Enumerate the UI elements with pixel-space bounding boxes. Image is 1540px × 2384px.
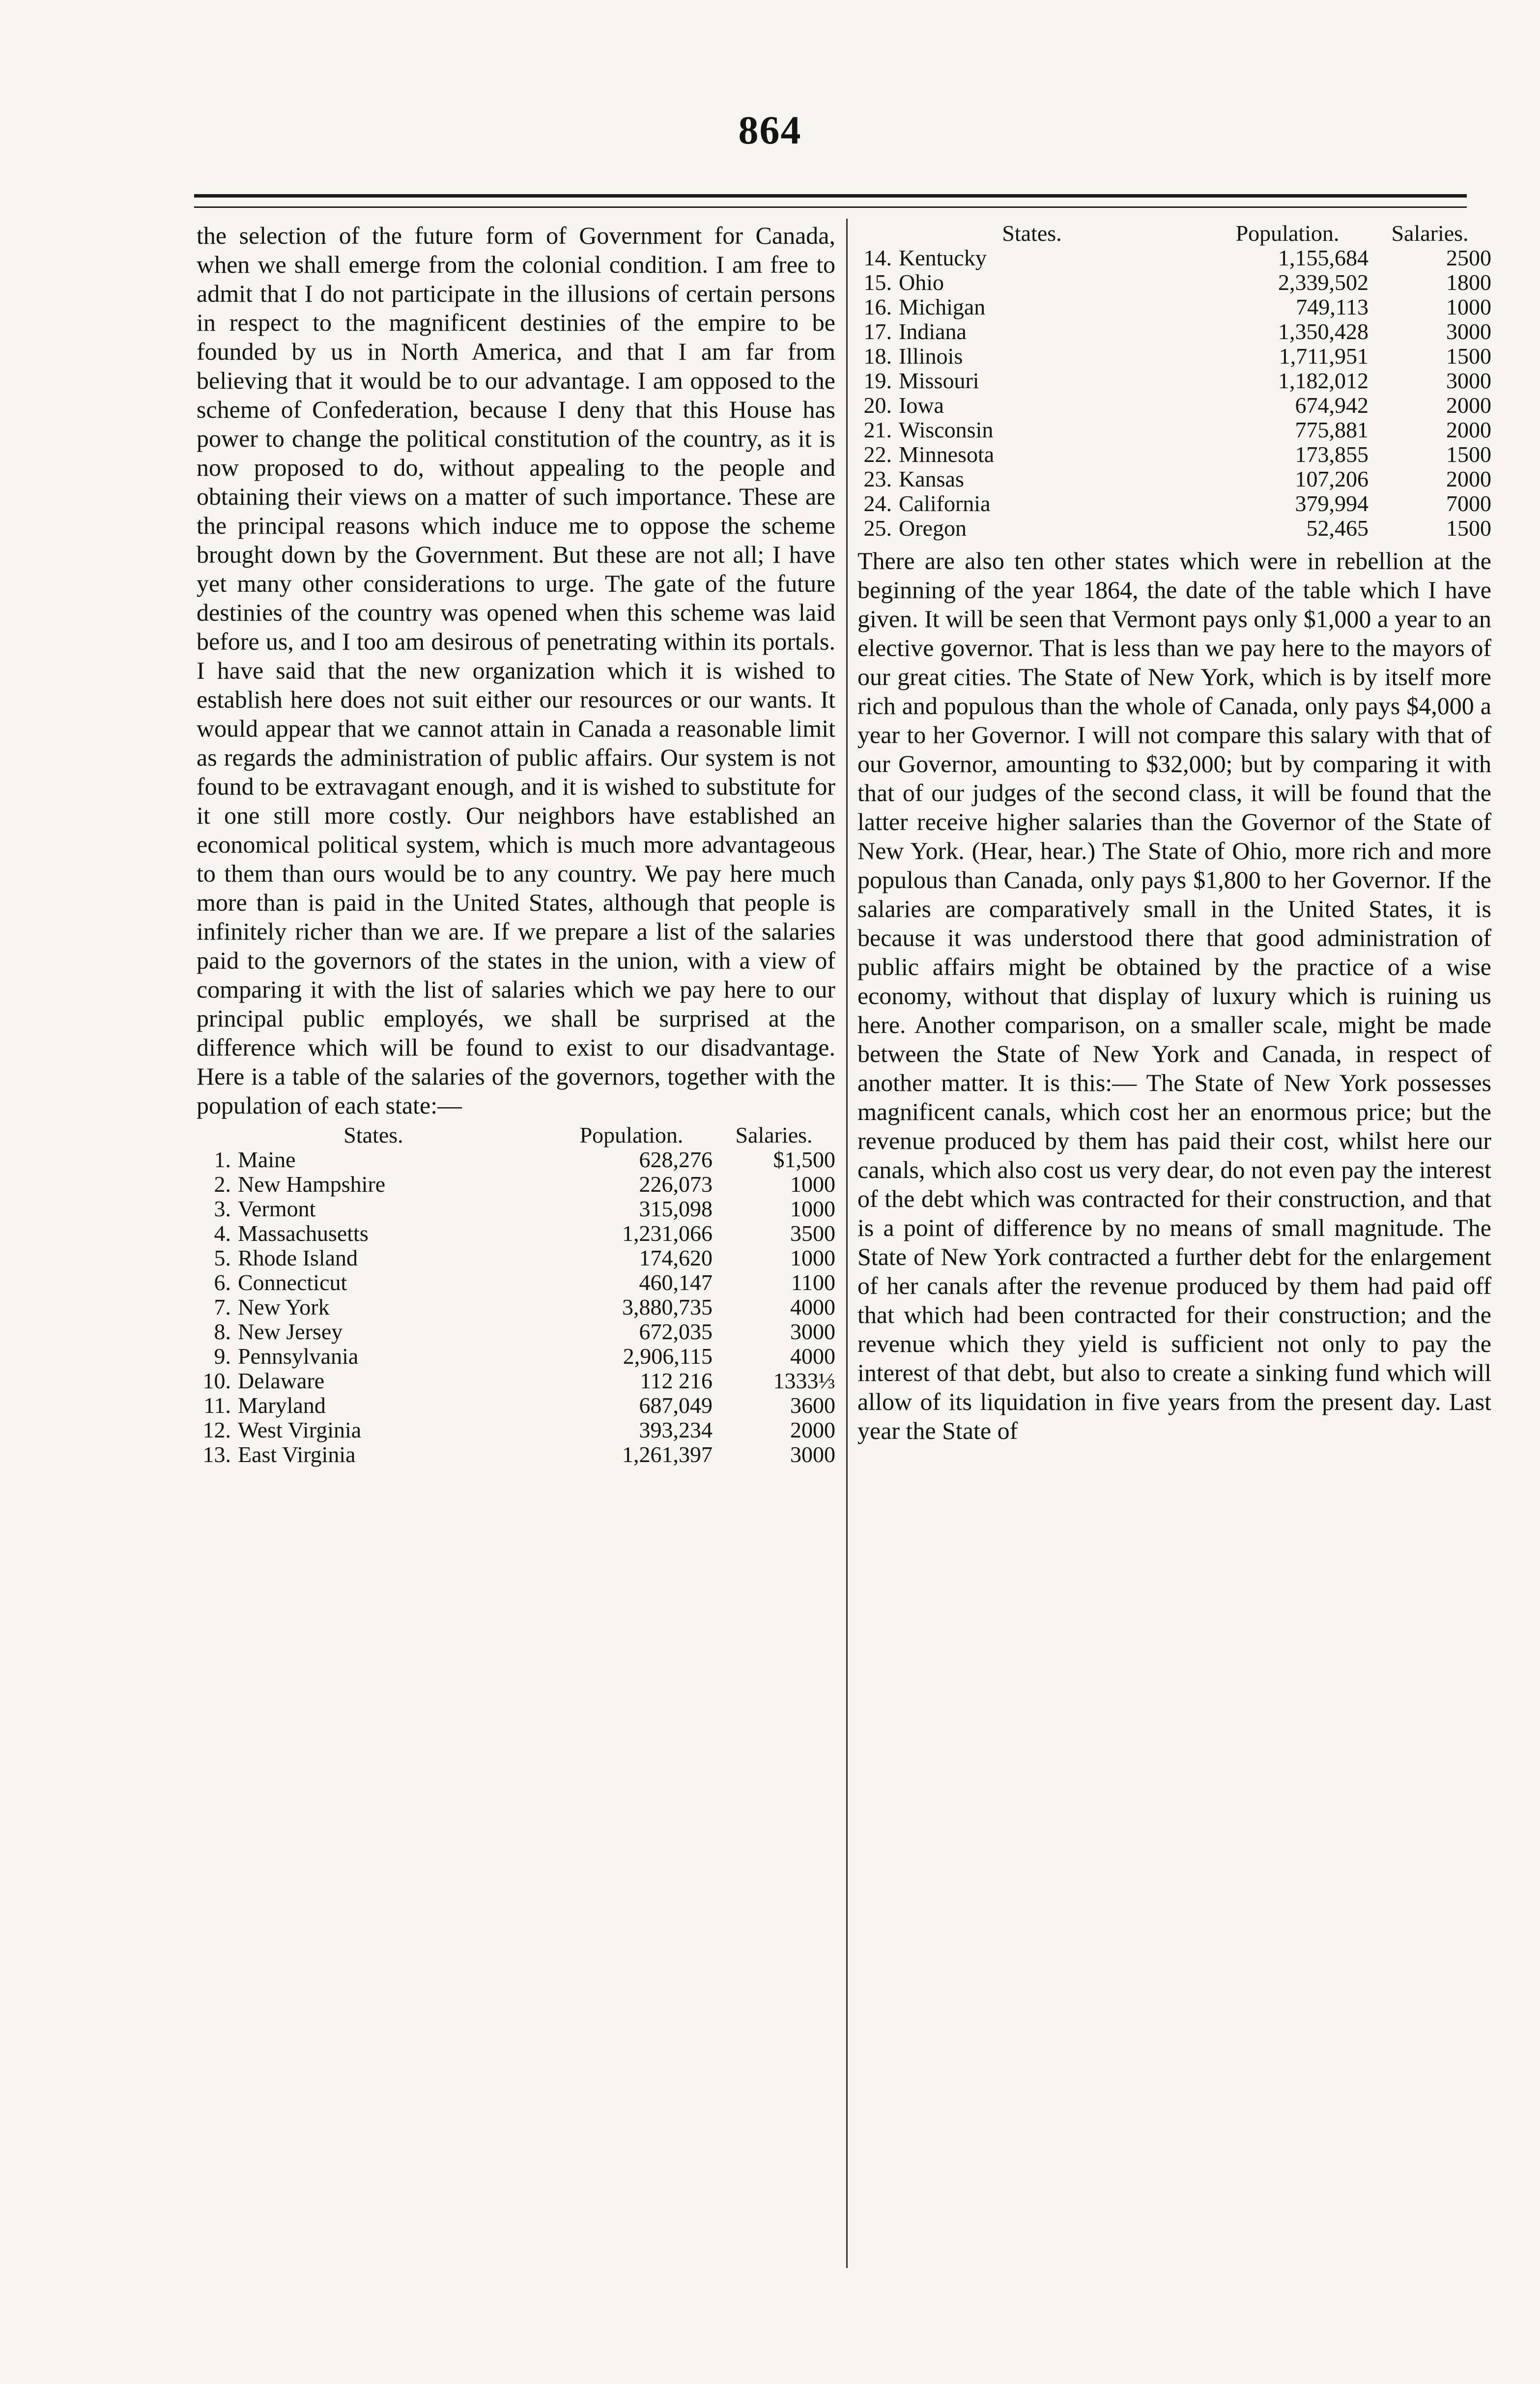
state-name: West Virginia: [238, 1417, 362, 1442]
population-value: 1,711,951: [1279, 344, 1369, 369]
salary-value: 2000: [1446, 417, 1491, 442]
row-number: 25.: [863, 516, 892, 541]
header-population: Population.: [579, 1122, 684, 1148]
state-name: Ohio: [899, 270, 944, 295]
table-row: [197, 1221, 835, 1246]
row-number: 12.: [202, 1417, 231, 1442]
table-row: [197, 1369, 835, 1393]
population-value: 1,231,066: [622, 1221, 713, 1246]
state-name: Maryland: [238, 1393, 326, 1418]
population-value: 749,113: [1296, 294, 1369, 319]
population-value: 107,206: [1295, 466, 1369, 491]
table-row: [857, 270, 1491, 295]
population-value: 460,147: [639, 1270, 713, 1295]
salary-value: 1500: [1446, 442, 1491, 467]
population-value: 775,881: [1295, 417, 1369, 442]
header-rule-thin: [194, 206, 1467, 208]
header-salaries: Salaries.: [1391, 221, 1469, 246]
governor-salary-table-part-1: [197, 1123, 835, 1467]
column-divider: [846, 219, 848, 2268]
population-value: 1,350,428: [1278, 319, 1369, 344]
row-number: 23.: [863, 466, 892, 491]
table-row: [197, 1270, 835, 1295]
population-value: 1,261,397: [622, 1442, 713, 1467]
table-row: [857, 393, 1491, 418]
state-name: Vermont: [238, 1196, 316, 1221]
population-value: 1,182,012: [1278, 368, 1369, 393]
table-row: [857, 344, 1491, 369]
table-row: [197, 1295, 835, 1320]
row-number: 8.: [214, 1319, 231, 1344]
row-number: 20.: [863, 393, 892, 418]
population-value: 2,906,115: [623, 1344, 713, 1369]
state-name: New Hampshire: [238, 1172, 386, 1197]
population-value: 52,465: [1306, 516, 1369, 541]
population-value: 687,049: [639, 1393, 713, 1418]
table-row: [857, 295, 1491, 319]
population-value: 226,073: [639, 1172, 713, 1197]
row-number: 17.: [863, 319, 892, 344]
salary-value: 1100: [791, 1270, 835, 1295]
left-column: [197, 221, 835, 2305]
salary-value: 2500: [1446, 245, 1491, 270]
state-name: Iowa: [899, 393, 944, 418]
population-value: 672,035: [639, 1319, 713, 1344]
population-value: 112 216: [640, 1368, 713, 1393]
state-name: California: [899, 491, 991, 516]
table-row: [857, 418, 1491, 442]
state-name: Kansas: [899, 466, 964, 491]
table-row: [197, 1320, 835, 1344]
governor-salary-table-part-2: [857, 221, 1491, 541]
table-header-row: [197, 1123, 835, 1148]
row-number: 14.: [863, 245, 892, 270]
row-number: 18.: [863, 344, 892, 369]
state-name: Minnesota: [899, 442, 995, 467]
header-states: States.: [1002, 221, 1062, 246]
page-number: 864: [738, 108, 802, 152]
population-value: 393,234: [639, 1417, 713, 1442]
table-row: [197, 1393, 835, 1418]
population-value: 379,994: [1295, 491, 1369, 516]
state-name: Connecticut: [238, 1270, 347, 1295]
table-row: [857, 442, 1491, 467]
row-number: 21.: [863, 417, 892, 442]
salary-value: 1000: [790, 1245, 835, 1270]
salary-value: 4000: [790, 1294, 835, 1320]
salary-value: 1000: [1446, 294, 1491, 319]
table-row: [857, 319, 1491, 344]
table-row: [857, 467, 1491, 491]
population-value: 174,620: [639, 1245, 713, 1270]
row-number: 13.: [202, 1442, 231, 1467]
population-value: 315,098: [639, 1196, 713, 1221]
header-population: Population.: [1235, 221, 1340, 246]
salary-value: $1,500: [773, 1147, 835, 1172]
population-value: 173,855: [1295, 442, 1369, 467]
salary-value: 3000: [790, 1442, 835, 1467]
row-number: 1.: [214, 1147, 231, 1172]
header-states: States.: [343, 1122, 403, 1148]
row-number: 24.: [863, 491, 892, 516]
population-value: 3,880,735: [622, 1294, 713, 1320]
table-row: [857, 369, 1491, 393]
state-name: Oregon: [899, 516, 967, 541]
table-row: [857, 246, 1491, 270]
salary-value: 1333⅓: [773, 1368, 835, 1393]
state-name: Missouri: [899, 368, 979, 393]
table-row: [197, 1197, 835, 1221]
state-name: New Jersey: [238, 1319, 343, 1344]
row-number: 10.: [202, 1368, 231, 1393]
population-value: 628,276: [639, 1147, 713, 1172]
salary-value: 1000: [790, 1172, 835, 1197]
salary-value: 1800: [1446, 270, 1491, 295]
table-row: [197, 1344, 835, 1369]
right-paragraph: There are also ten other states which were in rebellion at the beginning of the year 1864, the date of the table which I have given. It will be seen that Vermont pays only $1,000 a year to an elective governor. That is less than we pay here to the mayors of our great cities. The State of New York, which is by itself more rich and populous than the whole of Canada, only pays $4,000 a year to her Governor. I will not compare this salary with that of our Governor, amounting to $32,000; but by comparing it with that of our judges of the second class, it will be found that the latter receive higher salaries than the Governor of the State of New York. (Hear, hear.) The State of Ohio, more rich and more populous than Canada, only pays $1,800 to her Governor. If the salaries are comparatively small in the United States, it is because it was understood there that good administration of public affairs might be obtained by the practice of a wise economy, without that display of luxury which is ruining us here. Another comparison, on a smaller scale, might be made between the State of New York and Canada, in respect of another matter. It is this:— The State of New York possesses magnificent canals, which cost her an enormous price; but the revenue produced by them has paid their cost, whilst here our canals, which also cost us very dear, do not even pay the interest of the debt which was contracted for their construction, and that is a point of difference by no means of small magnitude. The State of New York contracted a further debt for the enlargement of her canals after the revenue produced by them had paid off that which had been contracted for their construction; and the revenue which they yield is sufficient not only to pay the interest of that debt, but also to create a sinking fund which will allow of its liquidation in five years from the present day. Last year the State of: [857, 547, 1491, 1444]
state-name: Michigan: [899, 294, 986, 319]
row-number: 6.: [214, 1270, 231, 1295]
salary-value: 2000: [1446, 466, 1491, 491]
state-name: New York: [238, 1294, 330, 1320]
population-value: 1,155,684: [1278, 245, 1369, 270]
table-row: [197, 1148, 835, 1172]
table-row: [197, 1418, 835, 1442]
row-number: 15.: [863, 270, 892, 295]
table-row: [197, 1442, 835, 1467]
population-value: 2,339,502: [1278, 270, 1369, 295]
left-paragraph: the selection of the future form of Government for Canada, when we shall emerge from the colonial condition. I am free to admit that I do not participate in the illusions of certain persons in respect to the magnificent destinies of the empire to be founded by us in North America, and that I am far from believing that it would be to our advantage. I am opposed to the scheme of Confederation, because I deny that this House has power to change the political constitution of the country, as it is now proposed to do, without appealing to the people and obtaining their views on a matter of such importance. These are the principal reasons which induce me to oppose the scheme brought down by the Government. But these are not all; I have yet many other considerations to urge. The gate of the future destinies of the country was opened when this scheme was laid before us, and I too am desirous of penetrating within its portals. I have said that the new organization which it is wished to establish here does not suit either our resources or our wants. It would appear that we cannot attain in Canada a reasonable limit as regards the administration of public affairs. Our system is not found to be extravagant enough, and it is wished to substitute for it one still more costly. Our neighbors have established an economical political system, which is much more advantageous to them than ours would be to any country. We pay here much more than is paid in the United States, although that people is infinitely richer than we are. If we prepare a list of the salaries paid to the governors of the states in the union, with a view of comparing it with the list of salaries which we pay here to our principal public employés, we shall be surprised at the difference which will be found to exist to our disadvantage. Here is a table of the salaries of the governors, together with the population of each state:—: [197, 222, 835, 1119]
header-salaries: Salaries.: [735, 1122, 813, 1148]
salary-value: 3000: [1446, 368, 1491, 393]
row-number: 19.: [863, 368, 892, 393]
state-name: Delaware: [238, 1368, 325, 1393]
right-column: [857, 221, 1491, 2305]
row-number: 2.: [214, 1172, 231, 1197]
state-name: Maine: [238, 1147, 296, 1172]
state-name: Illinois: [899, 344, 963, 369]
row-number: 22.: [863, 442, 892, 467]
table-row: [857, 516, 1491, 541]
row-number: 3.: [214, 1196, 231, 1221]
state-name: Kentucky: [899, 245, 987, 270]
table-header-row: [857, 221, 1491, 246]
salary-value: 1500: [1446, 344, 1491, 369]
row-number: 9.: [214, 1344, 231, 1369]
row-number: 11.: [203, 1393, 231, 1418]
salary-value: 2000: [790, 1417, 835, 1442]
salary-value: 3000: [790, 1319, 835, 1344]
state-name: Massachusetts: [238, 1221, 369, 1246]
row-number: 5.: [214, 1245, 231, 1270]
row-number: 4.: [214, 1221, 231, 1246]
row-number: 7.: [214, 1294, 231, 1320]
salary-value: 3500: [790, 1221, 835, 1246]
state-name: Indiana: [899, 319, 967, 344]
header-rule-thick: [194, 194, 1467, 198]
row-number: 16.: [863, 294, 892, 319]
state-name: Wisconsin: [899, 417, 994, 442]
salary-value: 1000: [790, 1196, 835, 1221]
salary-value: 7000: [1446, 491, 1491, 516]
state-name: Pennsylvania: [238, 1344, 359, 1369]
salary-value: 2000: [1446, 393, 1491, 418]
table-row: [857, 491, 1491, 516]
state-name: Rhode Island: [238, 1245, 358, 1270]
salary-value: 4000: [790, 1344, 835, 1369]
population-value: 674,942: [1295, 393, 1369, 418]
state-name: East Virginia: [238, 1442, 356, 1467]
salary-value: 3000: [1446, 319, 1491, 344]
table-row: [197, 1172, 835, 1197]
salary-value: 1500: [1446, 516, 1491, 541]
salary-value: 3600: [790, 1393, 835, 1418]
table-row: [197, 1246, 835, 1270]
